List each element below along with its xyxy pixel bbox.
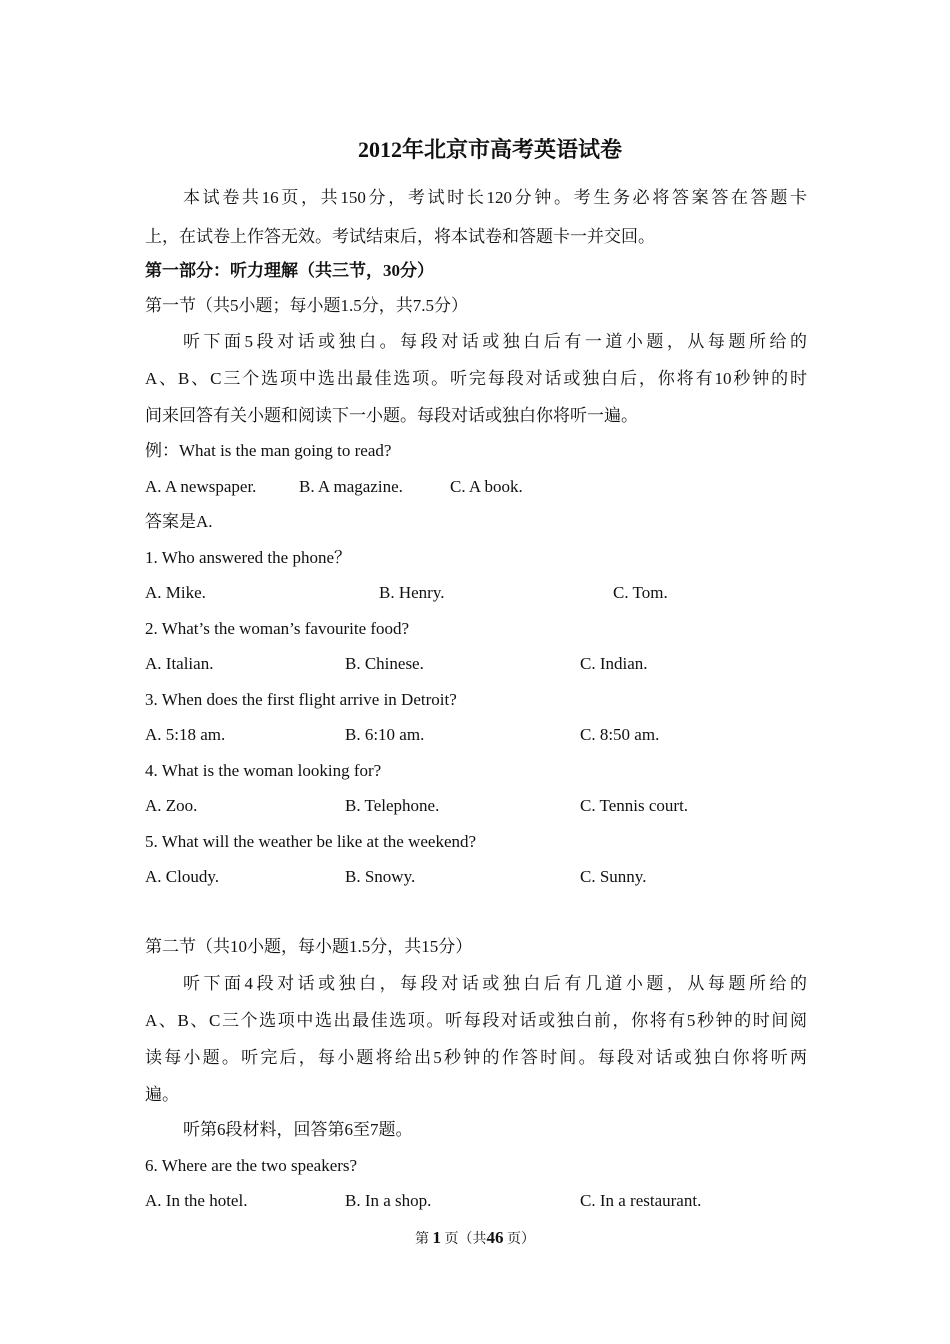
example-option-a: A. A newspaper. <box>145 477 257 496</box>
question-6: 6. Where are the two speakers? <box>145 1156 358 1175</box>
footer-prefix: 第 <box>415 1232 429 1247</box>
page-title: 2012年北京市高考英语试卷 <box>357 137 622 162</box>
question-3: 3. When does the first flight arrive in Detroit? <box>145 690 457 709</box>
question-1-option-c: C. Tom. <box>613 583 668 602</box>
section2-instruction-4: 遍。 <box>145 1085 179 1104</box>
question-2-option-a: A. Italian. <box>145 654 214 673</box>
example-question: 例：What is the man going to read? <box>145 441 392 460</box>
question-1-option-b: B. Henry. <box>379 583 445 602</box>
example-answer: 答案是A. <box>145 512 213 531</box>
question-5-option-a: A. Cloudy. <box>145 867 219 886</box>
intro-line-1: 本试卷共16页，共150分，考试时长120分钟。考生务必将答案答在答题卡 <box>183 188 807 207</box>
question-3-option-b: B. 6:10 am. <box>345 725 425 744</box>
question-4-option-b: B. Telephone. <box>345 796 440 815</box>
page-footer <box>0 1228 950 1250</box>
question-5-option-b: B. Snowy. <box>345 867 416 886</box>
question-6-option-b: B. In a shop. <box>345 1191 432 1210</box>
footer-suffix: 页） <box>507 1232 535 1247</box>
question-2-option-c: C. Indian. <box>580 654 648 673</box>
question-3-option-a: A. 5:18 am. <box>145 725 226 744</box>
question-4-option-c: C. Tennis court. <box>580 796 689 815</box>
intro-line-2: 上，在试卷上作答无效。考试结束后，将本试卷和答题卡一并交回。 <box>145 227 655 246</box>
section1-instruction-2: A、B、C三个选项中选出最佳选项。听完每段对话或独白后，你将有10秒钟的时 <box>145 369 807 388</box>
question-5-option-c: C. Sunny. <box>580 867 647 886</box>
section1-instruction-3: 间来回答有关小题和阅读下一小题。每段对话或独白你将听一遍。 <box>145 406 638 425</box>
question-4-option-a: A. Zoo. <box>145 796 198 815</box>
section2-instruction-2: A、B、C三个选项中选出最佳选项。听每段对话或独白前，你将有5秒钟的时间阅 <box>145 1011 807 1030</box>
section1-heading: 第一节（共5小题；每小题1.5分，共7.5分） <box>145 296 468 315</box>
example-option-c: C. A book. <box>450 477 523 496</box>
section2-instruction-1: 听下面4段对话或独白，每段对话或独白后有几道小题，从每题所给的 <box>183 974 807 993</box>
example-option-b: B. A magazine. <box>299 477 403 496</box>
question-5: 5. What will the weather be like at the weekend? <box>145 832 477 851</box>
section2-heading: 第二节（共10小题，每小题1.5分，共15分） <box>145 937 473 956</box>
question-3-option-c: C. 8:50 am. <box>580 725 660 744</box>
section2-instruction-3: 读每小题。听完后，每小题将给出5秒钟的作答时间。每段对话或独白你将听两 <box>145 1048 807 1067</box>
question-1-option-a: A. Mike. <box>145 583 206 602</box>
question-2-option-b: B. Chinese. <box>345 654 424 673</box>
question-2: 2. What’s the woman’s favourite food? <box>145 619 410 638</box>
footer-total-pages: 46 <box>486 1228 504 1247</box>
section1-instruction-1: 听下面5段对话或独白。每段对话或独白后有一道小题，从每题所给的 <box>183 332 807 351</box>
footer-middle: 页（共 <box>444 1232 487 1247</box>
footer-page-number: 1 <box>432 1228 441 1247</box>
part1-heading: 第一部分：听力理解（共三节，30分） <box>145 261 434 280</box>
question-6-option-c: C. In a restaurant. <box>580 1191 702 1210</box>
question-1: 1. Who answered the phone？ <box>145 548 351 567</box>
question-6-option-a: A. In the hotel. <box>145 1191 248 1210</box>
question-4: 4. What is the woman looking for? <box>145 761 382 780</box>
section2-material: 听第6段材料，回答第6至7题。 <box>183 1120 413 1139</box>
